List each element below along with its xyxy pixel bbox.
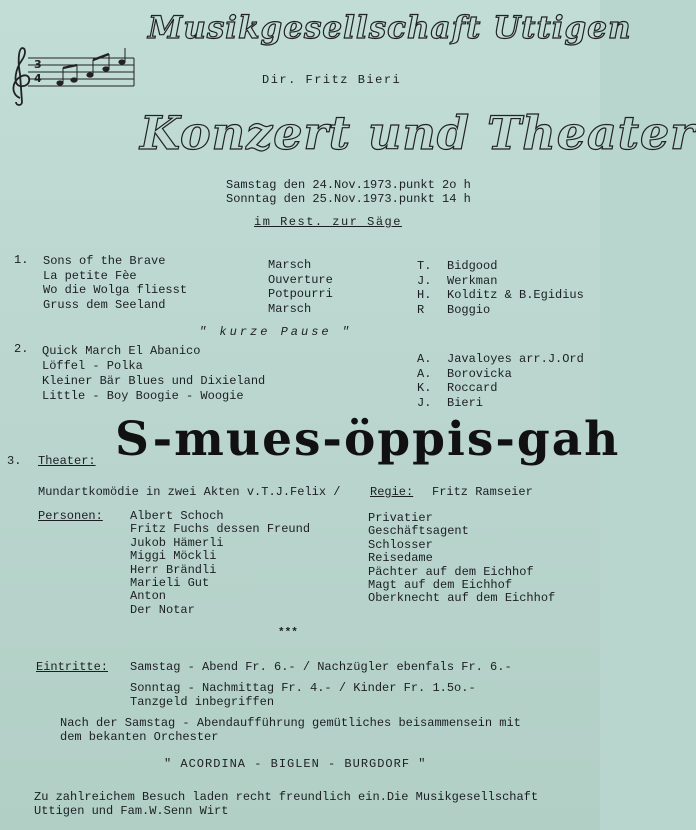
after-line-2: dem bekanten Orchester [60, 730, 219, 744]
program2-title: Kleiner Bär Blues und Dixieland [42, 374, 266, 388]
program2-composer: Bieri [447, 395, 484, 410]
person-name: Albert Schoch [130, 509, 224, 523]
person-role: Pächter auf dem Eichhof [368, 564, 534, 579]
program2-initial: A. [417, 366, 432, 381]
program2-titles [42, 344, 265, 404]
program1-composer: Bidgood [447, 259, 498, 273]
person-role: Privatier [368, 511, 433, 525]
venue: im Rest. zur Säge [254, 215, 402, 229]
program1-title: Sons of the Brave [43, 254, 166, 268]
program2-title: Löffel - Polka [42, 359, 143, 373]
person-name: Marieli Gut [130, 576, 210, 591]
person-name: Herr Brändli [130, 562, 217, 577]
person-role: Magt auf dem Eichhof [368, 578, 513, 593]
time-signature-top: 3 [34, 58, 42, 71]
play-subtitle: Mundartkomödie in zwei Akten v.T.J.Felix / [38, 485, 341, 499]
separator-stars: *** [278, 627, 298, 639]
regie-name: Fritz Ramseier [432, 485, 533, 499]
program2-title: Quick March El Abanico [42, 344, 201, 358]
program2-initial: A. [417, 352, 432, 366]
entry-line-sunday: Sonntag - Nachmittag Fr. 4.- / Kinder Fr. 1.5o.- [130, 681, 476, 695]
program1-initial: H. [417, 288, 432, 302]
program2-initial: K. [417, 381, 432, 395]
program1-composer: Werkman [447, 273, 498, 288]
director-line: Dir. Fritz Bieri [262, 73, 402, 87]
program1-initial: R [417, 302, 425, 317]
program1-composer: Boggio [447, 302, 491, 317]
event-dates [226, 178, 471, 206]
persons-label: Personen: [38, 509, 103, 523]
date-saturday: Samstag den 24.Nov.1973.punkt 2o h [226, 178, 471, 192]
society-title: Musikgesellschaft Uttigen [148, 10, 632, 46]
program2-initial: J. [417, 395, 432, 410]
program1-composer: Kolditz & B.Egidius [447, 288, 584, 302]
program1-title: Gruss dem Seeland [43, 297, 166, 312]
program1-initial: T. [417, 259, 432, 273]
entry-label: Eintritte: [36, 660, 109, 674]
person-role: Oberknecht auf dem Eichhof [368, 591, 556, 606]
program2-number: 2. [14, 342, 29, 356]
person-role: Reisedame [368, 551, 433, 566]
entry-line-dance: Tanzgeld inbegriffen [130, 695, 275, 709]
program1-initials [417, 259, 431, 317]
program2-composers [447, 352, 584, 410]
date-sunday: Sonntag den 25.Nov.1973.punkt 14 h [226, 192, 471, 206]
program2-composer: Borovicka [447, 366, 512, 381]
program2-composer: Roccard [447, 381, 498, 395]
program1-initial: J. [417, 273, 432, 288]
orchestra-name: " ACORDINA - BIGLEN - BURGDORF " [164, 757, 427, 771]
persons-list [130, 510, 310, 617]
event-title: Konzert und Theater [140, 106, 696, 160]
footer-line-1: Zu zahlreichem Besuch laden recht freundlich ein.Die Musikgesellschaft [34, 790, 539, 804]
time-signature-bottom: 4 [34, 72, 42, 85]
program2-title: Little - Boy Boogie - Woogie [42, 389, 244, 403]
program1-types [268, 258, 333, 316]
person-name: Fritz Fuchs dessen Freund [130, 522, 311, 537]
person-name: Der Notar [130, 602, 195, 617]
footer-line-2: Uttigen und Fam.W.Senn Wirt [34, 804, 229, 818]
person-name: Miggi Möckli [130, 549, 217, 564]
music-staff-icon [6, 44, 138, 111]
regie-label: Regie: [370, 485, 414, 499]
program1-title: La petite Fèe [43, 268, 137, 283]
person-name: Jukob Hämerli [130, 535, 224, 550]
person-role: Geschäftsagent [368, 524, 469, 539]
program1-type: Ouverture [268, 272, 333, 287]
entry-line-saturday: Samstag - Abend Fr. 6.- / Nachzügler ebenfals Fr. 6.- [130, 660, 512, 674]
program1-title: Wo die Wolga fliesst [43, 283, 188, 297]
program1-composers [447, 259, 584, 317]
play-title: S-mues-öppis-gah [115, 412, 621, 467]
roles-list [368, 512, 555, 606]
program1-type: Marsch [268, 301, 312, 316]
program1-type: Potpourri [268, 287, 333, 301]
program2-initials [417, 352, 431, 410]
program1-type: Marsch [268, 258, 312, 272]
program2-composer: Javaloyes arr.J.Ord [447, 352, 584, 366]
person-name: Anton [130, 589, 167, 604]
theater-number: 3. [7, 454, 22, 468]
program1-titles [43, 254, 187, 312]
pause-label: " kurze Pause " [199, 325, 353, 339]
person-role: Schlosser [368, 537, 433, 552]
program1-number: 1. [14, 253, 29, 267]
theater-label: Theater: [38, 454, 96, 468]
after-line-1: Nach der Samstag - Abendaufführung gemütliches beisammensein mit [60, 716, 521, 730]
